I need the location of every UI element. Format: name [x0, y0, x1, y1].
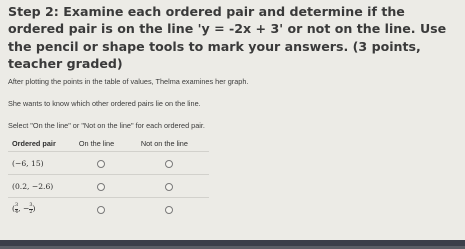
radio-button[interactable]	[165, 160, 173, 168]
fraction-denominator: 4	[14, 208, 19, 215]
header-ordered-pair: Ordered pair	[12, 138, 56, 148]
table-row	[8, 152, 209, 175]
radio-button[interactable]	[97, 183, 105, 191]
selection-instruction: Select "On the line" or "Not on the line" for each ordered pair.	[8, 121, 205, 130]
ordered-pair-cell	[8, 198, 73, 221]
ordered-pair-cell: (0.2, −2.6)	[8, 175, 73, 198]
not-on-the-line-option[interactable]	[129, 198, 209, 221]
radio-button[interactable]	[165, 206, 173, 214]
fraction-denominator: 2	[29, 208, 33, 215]
on-the-line-option[interactable]	[73, 175, 129, 198]
on-the-line-option[interactable]	[73, 152, 129, 175]
header-not-on-the-line: Not on the line	[140, 138, 188, 148]
step-heading: Step 2: Examine each ordered pair and determine if the ordered pair is on the line 'y = -2x + 3' or not on the line. Use the pencil or shape tools to mark your answers. (3 points, teacher graded)	[8, 4, 447, 71]
pair-separator: , −	[18, 204, 30, 213]
table-row	[8, 175, 209, 198]
context-paragraph: After plotting the points in the table of values, Thelma examines her graph.	[8, 77, 249, 86]
table-header-row	[8, 135, 209, 152]
ordered-pair-cell: (−6, 15)	[8, 152, 73, 175]
ordered-pairs-table	[8, 135, 209, 220]
not-on-the-line-option[interactable]	[129, 175, 209, 198]
header-on-the-line: On the line	[78, 138, 115, 148]
radio-button[interactable]	[97, 206, 105, 214]
pair-open-paren: (	[12, 204, 15, 213]
radio-button[interactable]	[165, 183, 173, 191]
not-on-the-line-option[interactable]	[129, 152, 209, 175]
radio-button[interactable]	[97, 160, 105, 168]
on-the-line-option[interactable]	[73, 198, 129, 221]
fraction-numerator: 3	[14, 202, 19, 208]
pair-close-paren: )	[32, 204, 36, 213]
fraction-numerator: 3	[29, 202, 33, 208]
table-row	[8, 198, 209, 221]
question-paragraph: She wants to know which other ordered pairs lie on the line.	[8, 99, 201, 108]
